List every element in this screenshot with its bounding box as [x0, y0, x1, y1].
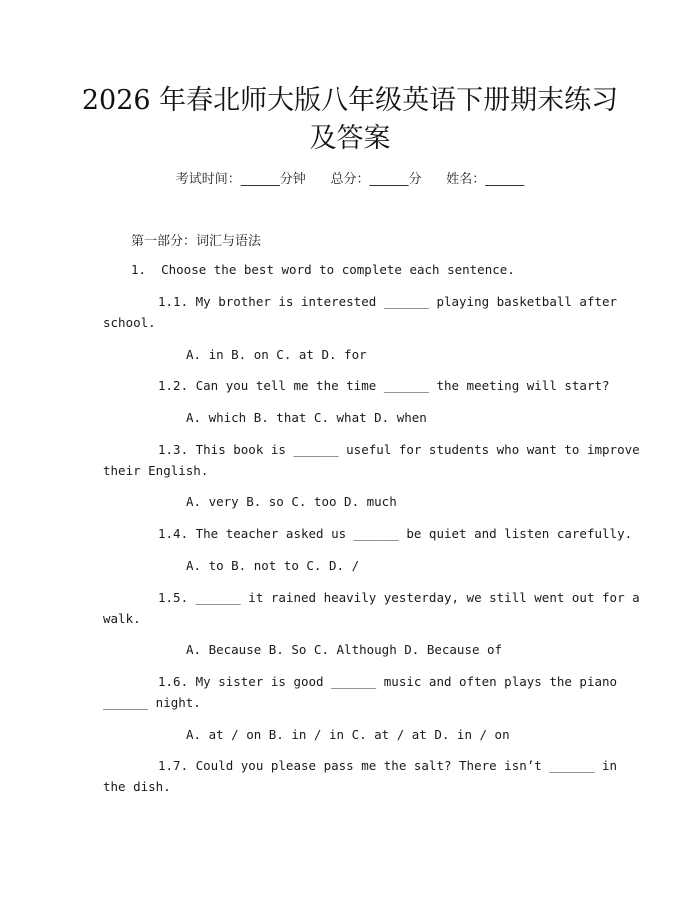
answer-options: A. to B. not to C. D. /: [186, 558, 360, 573]
question-line: 1.5. ______ it rained heavily yesterday, we still went out for a: [158, 590, 640, 605]
question-continuation: school.: [103, 315, 156, 330]
instruction: 1. Choose the best word to complete each sentence.: [131, 262, 515, 277]
question-line: 1.1. My brother is interested ______ playing basketball after: [158, 294, 618, 309]
question-line: 1.6. My sister is good ______ music and often plays the piano: [158, 674, 618, 689]
exam-info-line: 考试时间：______分钟 总分：______分 姓名：______: [175, 172, 525, 187]
title-line-2: 及答案: [309, 123, 391, 154]
answer-options: A. in B. on C. at D. for: [186, 347, 367, 362]
answer-options: A. Because B. So C. Although D. Because of: [186, 642, 503, 657]
section-heading: 第一部分：词汇与语法: [131, 234, 262, 249]
answer-options: A. at / on B. in / in C. at / at D. in / on: [186, 727, 510, 742]
answer-options: A. very B. so C. too D. much: [186, 494, 397, 509]
question-continuation: ______ night.: [103, 695, 201, 710]
page-title: [0, 82, 700, 158]
question-line: 1.4. The teacher asked us ______ be quiet and listen carefully.: [158, 526, 633, 541]
question-line: 1.2. Can you tell me the time ______ the meeting will start?: [158, 378, 610, 393]
question-continuation: the dish.: [103, 779, 171, 794]
question-line: 1.7. Could you please pass me the salt? There isn’t ______ in: [158, 758, 618, 773]
question-continuation: their English.: [103, 463, 209, 478]
answer-options: A. which B. that C. what D. when: [186, 410, 427, 425]
title-line-1: 2026 年春北师大版八年级英语下册期末练习: [81, 85, 619, 116]
question-continuation: walk.: [103, 611, 141, 626]
question-line: 1.3. This book is ______ useful for students who want to improve: [158, 442, 640, 457]
